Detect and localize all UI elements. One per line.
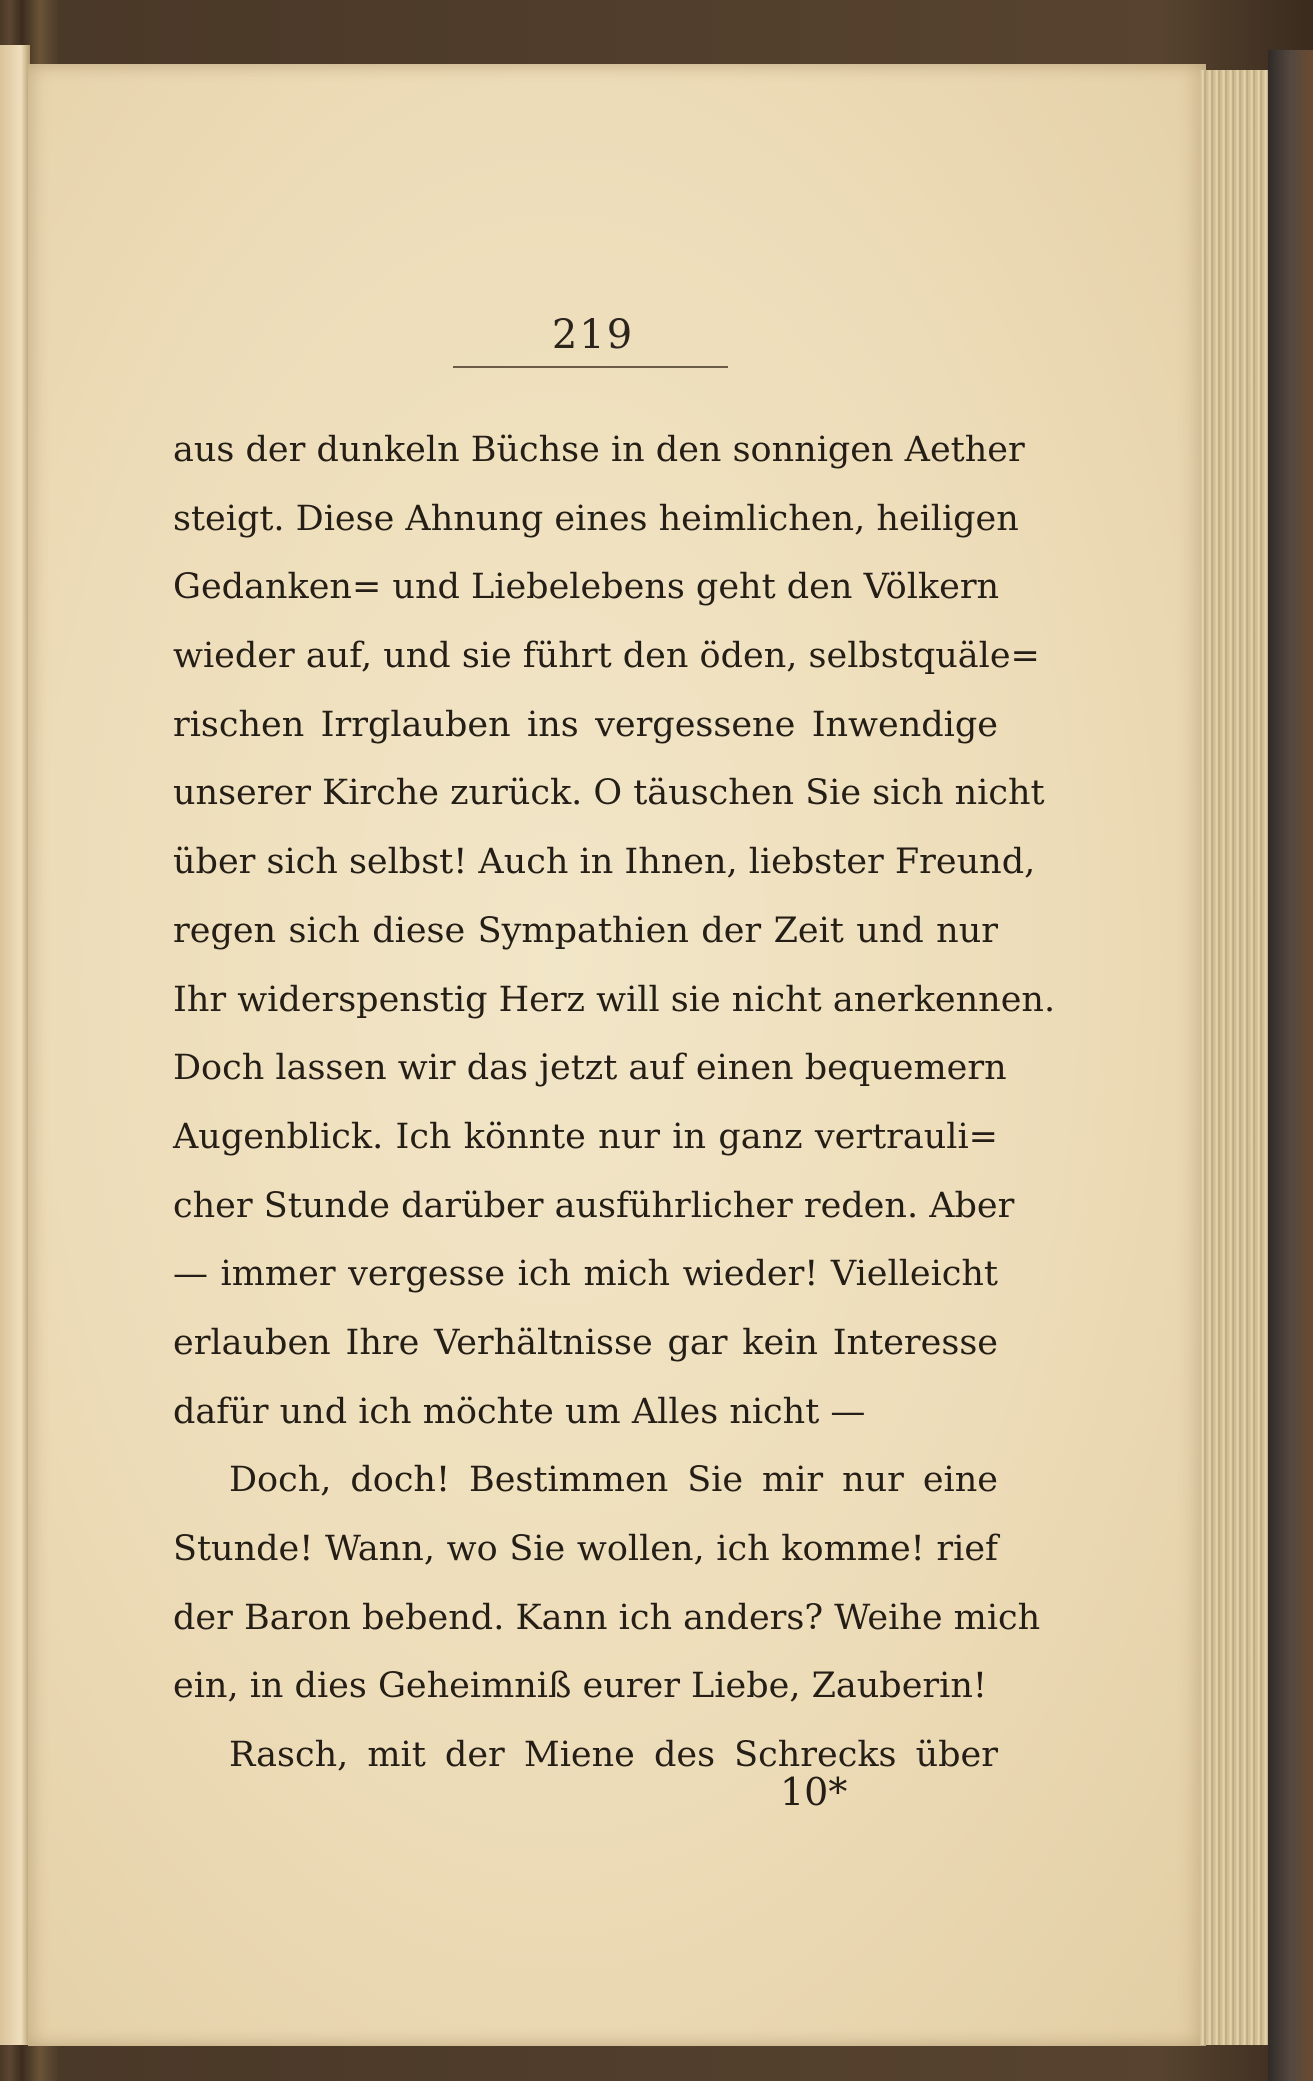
text-line: Stunde! Wann, wo Sie wollen, ich komme! rief bbox=[173, 1529, 998, 1569]
text-line: der Baron bebend. Kann ich anders? Weihe mich bbox=[173, 1597, 1041, 1638]
page-number: 219 bbox=[551, 312, 635, 358]
text-line: cher Stunde darüber ausführlicher reden. Aber bbox=[173, 1185, 1015, 1226]
text-line: ein, in dies Geheimniß eurer Liebe, Zauberin! bbox=[173, 1666, 987, 1707]
text-line: wieder auf, und sie führt den öden, selbstquäle= bbox=[173, 636, 1040, 677]
text-line: erlauben Ihre Verhältnisse gar kein Interesse bbox=[173, 1322, 998, 1363]
signature-mark: 10* bbox=[780, 1770, 848, 1814]
text-line: unserer Kirche zurück. O täuschen Sie sich nicht bbox=[173, 773, 1045, 814]
text-line: Rasch, mit der Miene des Schrecks über bbox=[229, 1735, 998, 1776]
text-line: Ihr widerspenstig Herz will sie nicht anerkennen. bbox=[173, 979, 1056, 1020]
left-page-edge bbox=[0, 45, 30, 2045]
book-page bbox=[28, 64, 1206, 2046]
text-line: Augenblick. Ich könnte nur in ganz vertrauli= bbox=[173, 1116, 998, 1157]
text-line: steigt. Diese Ahnung eines heimlichen, heiligen bbox=[173, 498, 1019, 539]
text-line: aus der dunkeln Büchse in den sonnigen Aether bbox=[173, 430, 1025, 470]
text-line: dafür und ich möchte um Alles nicht — bbox=[173, 1391, 866, 1432]
text-line: regen sich diese Sympathien der Zeit und nur bbox=[173, 910, 998, 951]
text-line: rischen Irrglauben ins vergessene Inwendige bbox=[173, 704, 998, 745]
text-line: Gedanken= und Liebelebens geht den Völkern bbox=[173, 567, 1000, 608]
page-edges bbox=[1200, 70, 1272, 2045]
body-text bbox=[173, 416, 1056, 1790]
book-binding bbox=[1268, 50, 1313, 2081]
text-line: Doch lassen wir das jetzt auf einen bequemern bbox=[173, 1048, 1007, 1089]
text-line: Doch, doch! Bestimmen Sie mir nur eine bbox=[229, 1460, 998, 1501]
text-line: — immer vergesse ich mich wieder! Vielleicht bbox=[173, 1254, 998, 1295]
header-rule bbox=[453, 366, 728, 368]
text-line: über sich selbst! Auch in Ihnen, liebster Freund, bbox=[173, 842, 1036, 883]
